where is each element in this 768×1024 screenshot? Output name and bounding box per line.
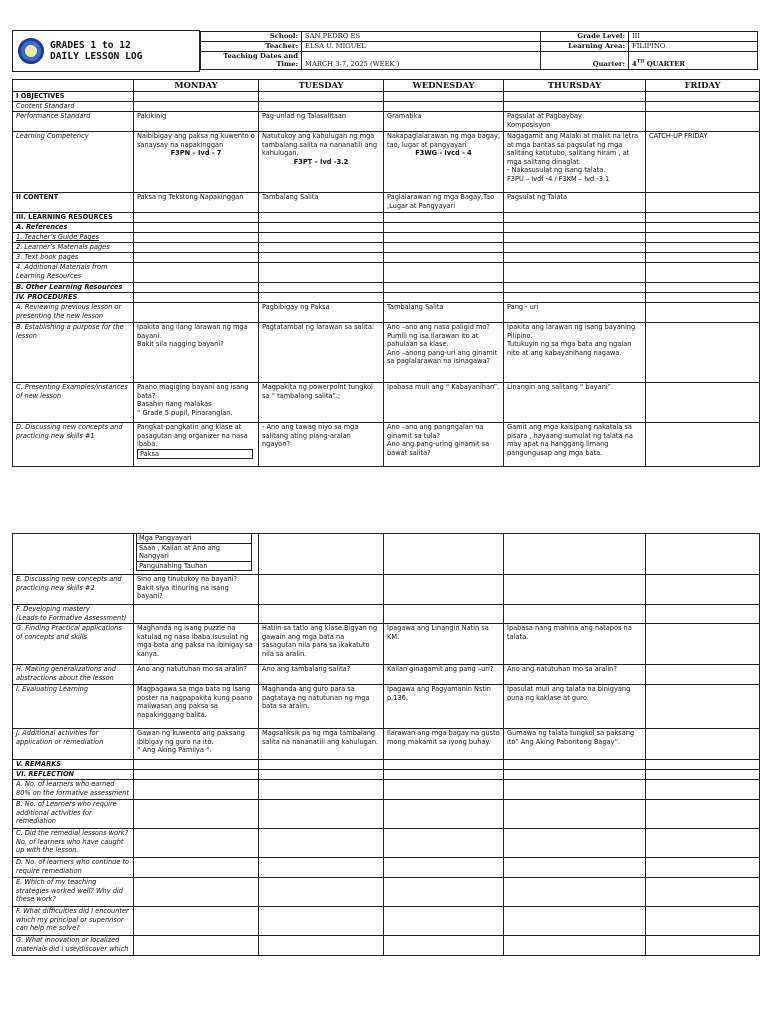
section-procedures: IV. PROCEDURES <box>13 293 134 303</box>
cell-proc-b-tue: Pagtatambal ng larawan sa salita. <box>259 323 384 383</box>
dates-value: MARCH 3-7, 2025 (WEEK ) <box>302 51 541 69</box>
day-header-thursday: THURSDAY <box>504 80 646 92</box>
cell-proc-h-fri <box>646 665 760 685</box>
cell-perf-tue: Pag-unlad ng Talasalitaan <box>259 112 384 132</box>
row-label-ref-f: F. What difficulties did I encounter which my principal or supervisor can help me solve? <box>13 907 134 936</box>
cell-proc-j-thu: Gumawa ng talata tungkol sa paksang ito” Ang Aking Paboritong Bagay”. <box>504 729 646 760</box>
cell-proc-c-fri <box>646 383 760 423</box>
cell-content-thu: Pagsulat ng Talata <box>504 193 646 213</box>
row-label-additional-materials: 4. Additional Materials from Learning Resources <box>13 263 134 283</box>
cell-proc-h-thu: Ano ang natutuhan mo sa aralin? <box>504 665 646 685</box>
row-label-teachers-guide: 1. Teacher’s Guide Pages <box>13 233 134 243</box>
cell-proc-d-tue: - Ano ang tawag niyo sa mga salitang ating piang-aralan ngayon? <box>259 423 384 467</box>
cell-proc-g-fri <box>646 624 760 665</box>
row-label-proc-d: D. Discussing new concepts and practicing new skills #1 <box>13 423 134 467</box>
lesson-log-table-page2 <box>12 533 760 956</box>
cell-proc-h-wed: Kailan ginagamit ang pang –uri? <box>384 665 504 685</box>
row-label-proc-f: F. Developing mastery (Leads to Formative Assessment) <box>13 605 134 624</box>
area-value: FILIPINO <box>629 41 758 51</box>
quarter-label: Quarter: <box>541 51 629 69</box>
cell-proc-j-tue: Magsaliksik pa ng mga tambalang salita na nananatili ang kahulugan. <box>259 729 384 760</box>
cell-proc-a-fri <box>646 303 760 323</box>
teacher-value: ELSA U. MIGUEL <box>302 41 541 51</box>
row-label-ref-g: G. What innovation or localized materials did I use/discover which <box>13 936 134 956</box>
cell-proc-j-mon: Gawan ng kuwento ang paksang ibibigay ng guro na ito. “ Ang Aking Pamilya “. <box>134 729 259 760</box>
cell-proc-a-wed: Tambalang Salita <box>384 303 504 323</box>
row-label-proc-i: I. Evaluating Learning <box>13 685 134 729</box>
dates-label: Teaching Dates and Time: <box>201 51 302 69</box>
lesson-log-table-page1 <box>12 79 760 467</box>
cell-lc-fri: CATCH-UP FRIDAY <box>646 132 760 193</box>
row-label-ref-c: C. Did the remedial lessons work? No. of learners who have caught up with the lesson. <box>13 829 134 858</box>
cell-proc-d-thu: Gamit ang mga kaisipang nakatala sa pisara , hayaang sumulat ng talata na may apat na hanggang limang pangungusap ang mga bata. <box>504 423 646 467</box>
row-label-proc-j: J. Additional activities for application or remediation <box>13 729 134 760</box>
cell-proc-i-thu: Ipasulat muli ang talata na binigyang puna ng kaklase at guro. <box>504 685 646 729</box>
organizer-box-tauhan: Pangunahing Tauhan <box>136 562 252 572</box>
cell-lc-thu: Nagagamit ang Malaki at maliit na letra at mga bantas sa pagsulat ng mga salitang katutubo, salitang hiram , at mga salitang dinaglat. - Nakasusulat ng isang talata. F3PU – Ivdf -4 / F3KM – Ivd -3.1 <box>504 132 646 193</box>
title-line-1: GRADES 1 to 12 <box>50 40 131 51</box>
cell-proc-i-wed: Ipagawa ang Pagyamanin Nstin p.136. <box>384 685 504 729</box>
row-label-other-resources: B. Other Learning Resources <box>13 283 134 293</box>
section-remarks: V. REMARKS <box>13 760 134 770</box>
cell-proc-a-thu: Pang - uri <box>504 303 646 323</box>
row-label-ref-d: D. No. of learners who continue to require remediation <box>13 858 134 878</box>
row-label-performance-standard: Performance Standard <box>13 112 134 132</box>
grade-label: Grade Level: <box>541 31 629 41</box>
cell-organizer-continued <box>134 534 259 575</box>
row-label-proc-e: E. Discussing new concepts and practicing new skills #2 <box>13 575 134 605</box>
cell-proc-a-mon <box>134 303 259 323</box>
cell-proc-b-thu: Ipakita ang larawan ng isang bayaning Pilipino. Tutukuyin ng sa mga bata ang ngalan nito at ang kabayanihang nagawa. <box>504 323 646 383</box>
section-content: II CONTENT <box>13 193 134 213</box>
cell-proc-g-thu: Ipabasa nang mahina ang natapos na talata. <box>504 624 646 665</box>
school-label: School: <box>201 31 302 41</box>
row-label-proc-b: B. Establishing a purpose for the lesson <box>13 323 134 383</box>
day-header-tuesday: TUESDAY <box>259 80 384 92</box>
cell-proc-b-wed: Ano –ano ang nasa paligid mo? Pumili ng isa.Ilarawan ito at pahulaan sa klase. Ano –anong pang-uri ang ginamit sa paglalarawan na isinagawa? <box>384 323 504 383</box>
section-learning-resources: III. LEARNING RESOURCES <box>13 213 134 223</box>
cell-perf-mon: Pakikinig <box>134 112 259 132</box>
row-label-ref-a: A. No. of learners who earned 80% on the formative assessment <box>13 780 134 800</box>
row-label-proc-g: G. Finding Practical applications of concepts and skills <box>13 624 134 665</box>
deped-seal-icon <box>18 38 44 64</box>
cell-proc-d-fri <box>646 423 760 467</box>
cell-proc-c-tue: Magpakita ng powerpoint tungkol sa “ tambalang salita”.; <box>259 383 384 423</box>
quarter-value: 4TH QUARTER <box>629 51 758 69</box>
cell-proc-h-mon: Ano ang natutuhan mo sa aralin? <box>134 665 259 685</box>
cell-content-tue: Tambalang Salita <box>259 193 384 213</box>
row-label-proc-c: C. Presenting Examples/instances of new lesson <box>13 383 134 423</box>
cell-proc-d-mon: Pangkat-pangkatin ang klase at pasagutan ang organizer na nasa ibaba. Paksa <box>134 423 259 467</box>
grade-value: III <box>629 31 758 41</box>
cell-proc-b-mon: Ipakita ang ilang larawan ng mga bayani. Bakit sila nagging bayani? <box>134 323 259 383</box>
row-label-references: A. References <box>13 223 134 233</box>
cell-lc-wed: Nakapaglalarawan ng mga bagay, tao, lugar at pangyayari F3WG - Ivcd - 4 <box>384 132 504 193</box>
cell-proc-j-fri <box>646 729 760 760</box>
section-reflection: VI. REFLECTION <box>13 770 134 780</box>
cell-proc-i-tue: Maghanda ang guro para sa pagtataya ng natutunan ng mga bata sa aralin. <box>259 685 384 729</box>
day-header-wednesday: WEDNESDAY <box>384 80 504 92</box>
row-label-learning-competency: Learning Competency <box>13 132 134 193</box>
cell-proc-e-mon: Sino ang tinutukoy na bayani? Bakit siya itinuring na isang bayani? <box>134 575 259 605</box>
title-line-2: DAILY LESSON LOG <box>50 51 143 62</box>
cell-proc-j-wed: Ilarawan ang mga bagay na gusto mong makamit sa iyong buhay. <box>384 729 504 760</box>
cell-proc-h-tue: Ano ang tambalang salita? <box>259 665 384 685</box>
row-label-ref-b: B. No. of Learners who require additional activities for remediation <box>13 800 134 829</box>
row-label-proc-a: A. Reviewing previous lesson or presenting the new lesson <box>13 303 134 323</box>
cell-perf-fri <box>646 112 760 132</box>
cell-content-fri <box>646 193 760 213</box>
row-label-proc-h: H. Making generalizations and abstractions about the lesson <box>13 665 134 685</box>
cell-proc-g-mon: Maghanda ng isang puzzle na katulad ng nasa ibaba.Isusulat ng mga bata ang paksa na ibinigay sa kanya. <box>134 624 259 665</box>
cell-proc-g-wed: Ipagawa ang Linangin Natin sa KM. <box>384 624 504 665</box>
cell-content-wed: Paglalarawan ng mga Bagay,Tao ,Lugar at Pangyayari <box>384 193 504 213</box>
cell-proc-c-wed: Ipabasa muli ang “ Kabayanihan”. <box>384 383 504 423</box>
cell-perf-wed: Gramatika <box>384 112 504 132</box>
lesson-log-header <box>12 30 756 72</box>
cell-content-mon: Paksa ng Tekstong Napakinggan <box>134 193 259 213</box>
cell-proc-b-fri <box>646 323 760 383</box>
row-label-content-standard: Content Standard <box>13 102 134 112</box>
cell-proc-i-mon: Magpagawa sa mga bata ng isang poster na nagpapakita kung paano maiiwasan ang paksa sa napakinggang balita. <box>134 685 259 729</box>
teacher-label: Teacher: <box>201 41 302 51</box>
cell-proc-a-tue: Pagbibigay ng Paksa <box>259 303 384 323</box>
area-label: Learning Area: <box>541 41 629 51</box>
day-header-monday: MONDAY <box>134 80 259 92</box>
cell-proc-c-mon: Paano magiging bayani ang isang bata? Basahin nang malakas “ Grade 5 pupil, Pinaranglan. <box>134 383 259 423</box>
cell-proc-d-wed: Ano –ano ang pangngalan na ginamit sa tula? Ano ang pang-uring ginamit sa bawat salita? <box>384 423 504 467</box>
cell-proc-g-tue: Hatiin sa tatlo ang klase.Bigyan ng gawain ang mga bata na sasagutan nila para sa ikakatuto nila sa aralin. <box>259 624 384 665</box>
cell-lc-tue: Natutukoy ang kahulugan ng mga tambalang salita na nananatili ang kahulugan. F3PT – Ivd -3.2 <box>259 132 384 193</box>
cell-perf-thu: Pagsulat at Pagbaybay Komposisyon <box>504 112 646 132</box>
organizer-box-paksa: Paksa <box>137 449 253 460</box>
row-label-textbook: 3. Text book pages <box>13 253 134 263</box>
day-header-friday: FRIDAY <box>646 80 760 92</box>
section-objectives: I OBJECTIVES <box>13 92 134 102</box>
school-value: SAN PEDRO ES <box>302 31 541 41</box>
row-label-learners-materials: 2. Learner’s Materials pages <box>13 243 134 253</box>
cell-proc-i-fri <box>646 685 760 729</box>
cell-lc-mon: Naibibigay ang paksa ng kuwento o sanaysay na napakinggan F3PN – Ivd - 7 <box>134 132 259 193</box>
title-cell <box>13 31 200 72</box>
organizer-box-pangyayari: Mga Pangyayari <box>136 534 252 544</box>
cell-proc-c-thu: Linangin ang salitang “ bayani”. <box>504 383 646 423</box>
row-label-ref-e: E. Which of my teaching strategies worked well? Why did these work? <box>13 878 134 907</box>
organizer-box-saan: Saan , Kailan at Ano ang Nangyari <box>136 544 252 562</box>
